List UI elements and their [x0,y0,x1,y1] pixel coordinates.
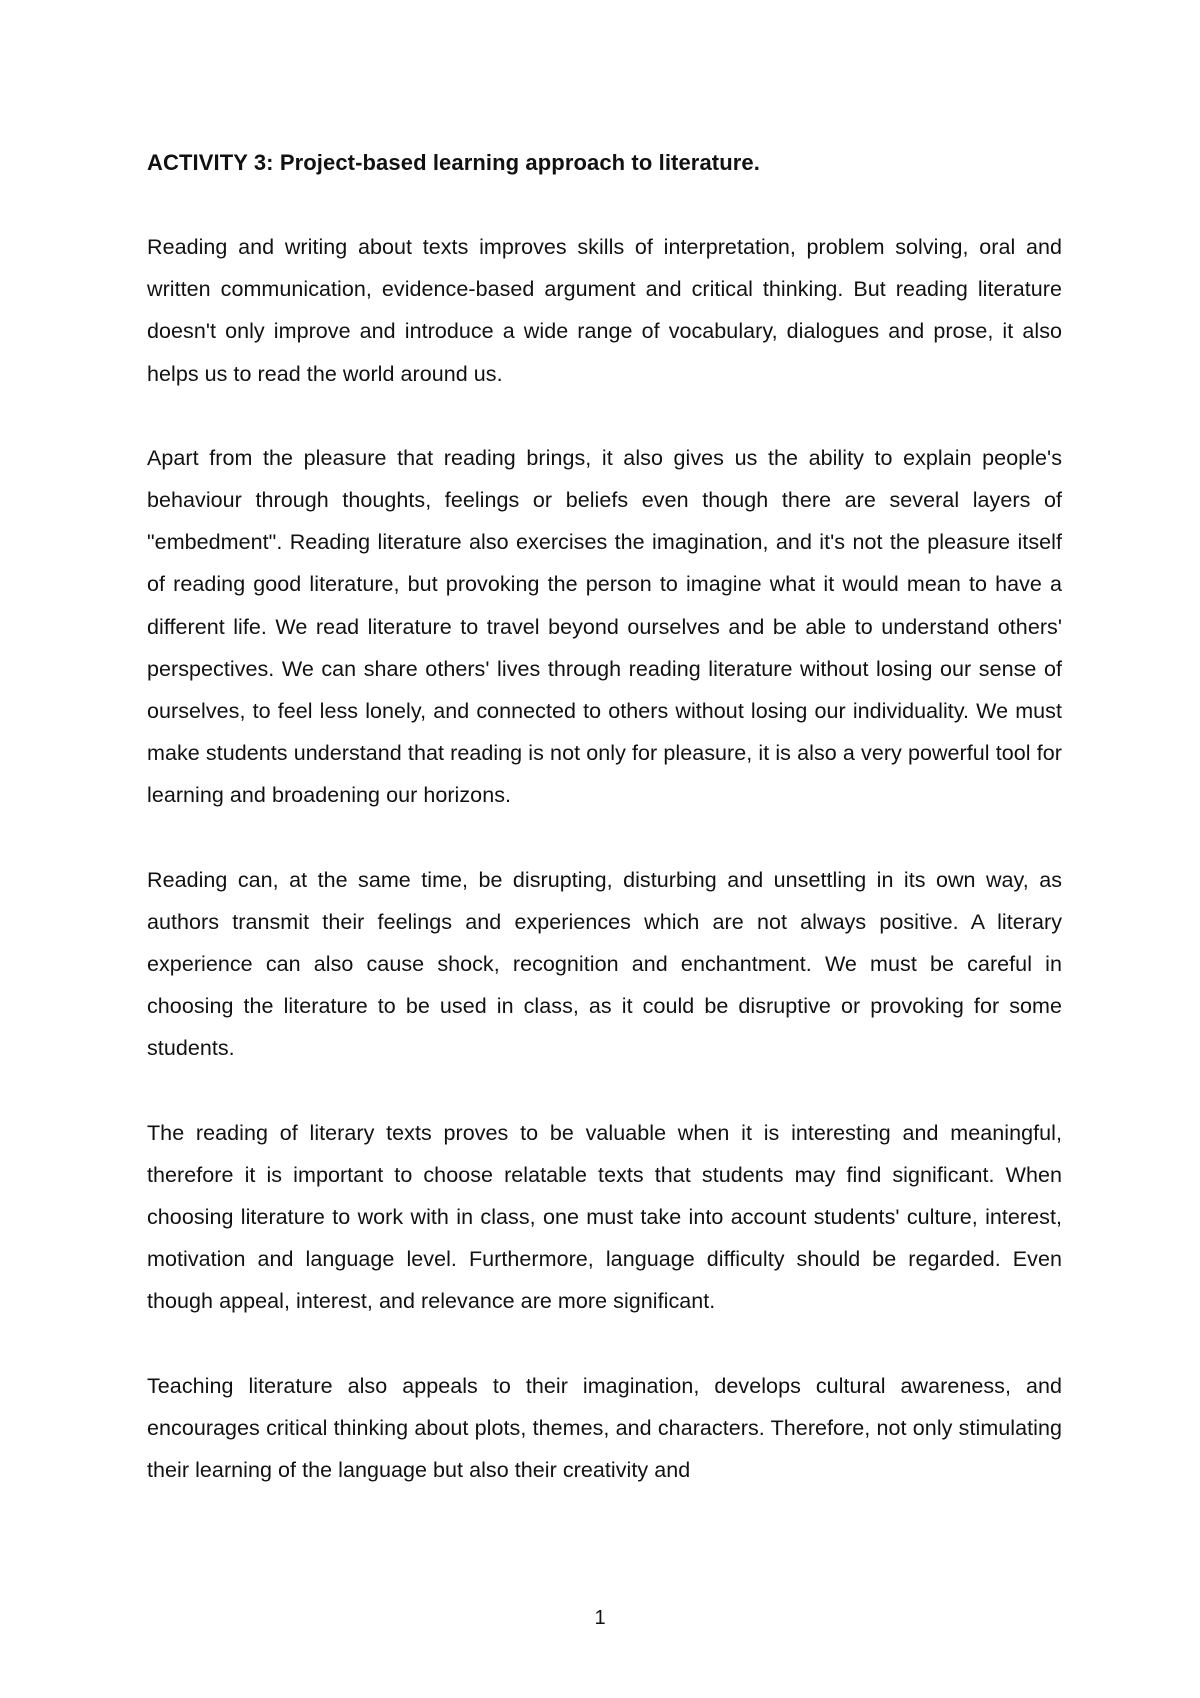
paragraph-1: Reading and writing about texts improves skills of interpretation, problem solving, oral and written communication, evidence-based argument and critical thinking. But reading literature doesn't only improve and introduce a wide range of vocabulary, dialogues and prose, it also helps us to read the world around us. [147,235,1062,386]
page-number: 1 [594,1607,606,1629]
spacer [147,395,1062,437]
document-body [147,142,1062,1491]
document-title: ACTIVITY 3: Project-based learning approach to literature. [147,150,760,175]
spacer [147,184,1062,226]
spacer [147,1070,1062,1112]
paragraph-4: The reading of literary texts proves to be valuable when it is interesting and meaningful, therefore it is important to choose relatable texts that students may find significant. When choosing literature to work with in class, one must take into account students' culture, interest, motivation and language level. Furthermore, language difficulty should be regarded. Even though appeal, interest, and relevance are more significant. [147,1120,1062,1314]
paragraph-2: Apart from the pleasure that reading brings, it also gives us the ability to explain people's behaviour through thoughts, feelings or beliefs even though there are several layers of "embedment". Reading literature also exercises the imagination, and it's not the pleasure itself of reading good literature, but provoking the person to imagine what it would mean to have a different life. We read literature to travel beyond ourselves and be able to understand others' perspectives. We can share others' lives through reading literature without losing our sense of ourselves, to feel less lonely, and connected to others without losing our individuality. We must make students understand that reading is not only for pleasure, it is also a very powerful tool for learning and broadening our horizons. [147,445,1062,808]
spacer [147,817,1062,859]
paragraph-5: Teaching literature also appeals to their imagination, develops cultural awareness, and encourages critical thinking about plots, themes, and characters. Therefore, not only stimulating their learning of the language but also their creativity and [147,1373,1062,1483]
paragraph-3: Reading can, at the same time, be disrupting, disturbing and unsettling in its own way, as authors transmit their feelings and experiences which are not always positive. A literary experience can also cause shock, recognition and enchantment. We must be careful in choosing the literature to be used in class, as it could be disruptive or provoking for some students. [147,867,1062,1061]
spacer [147,1323,1062,1365]
